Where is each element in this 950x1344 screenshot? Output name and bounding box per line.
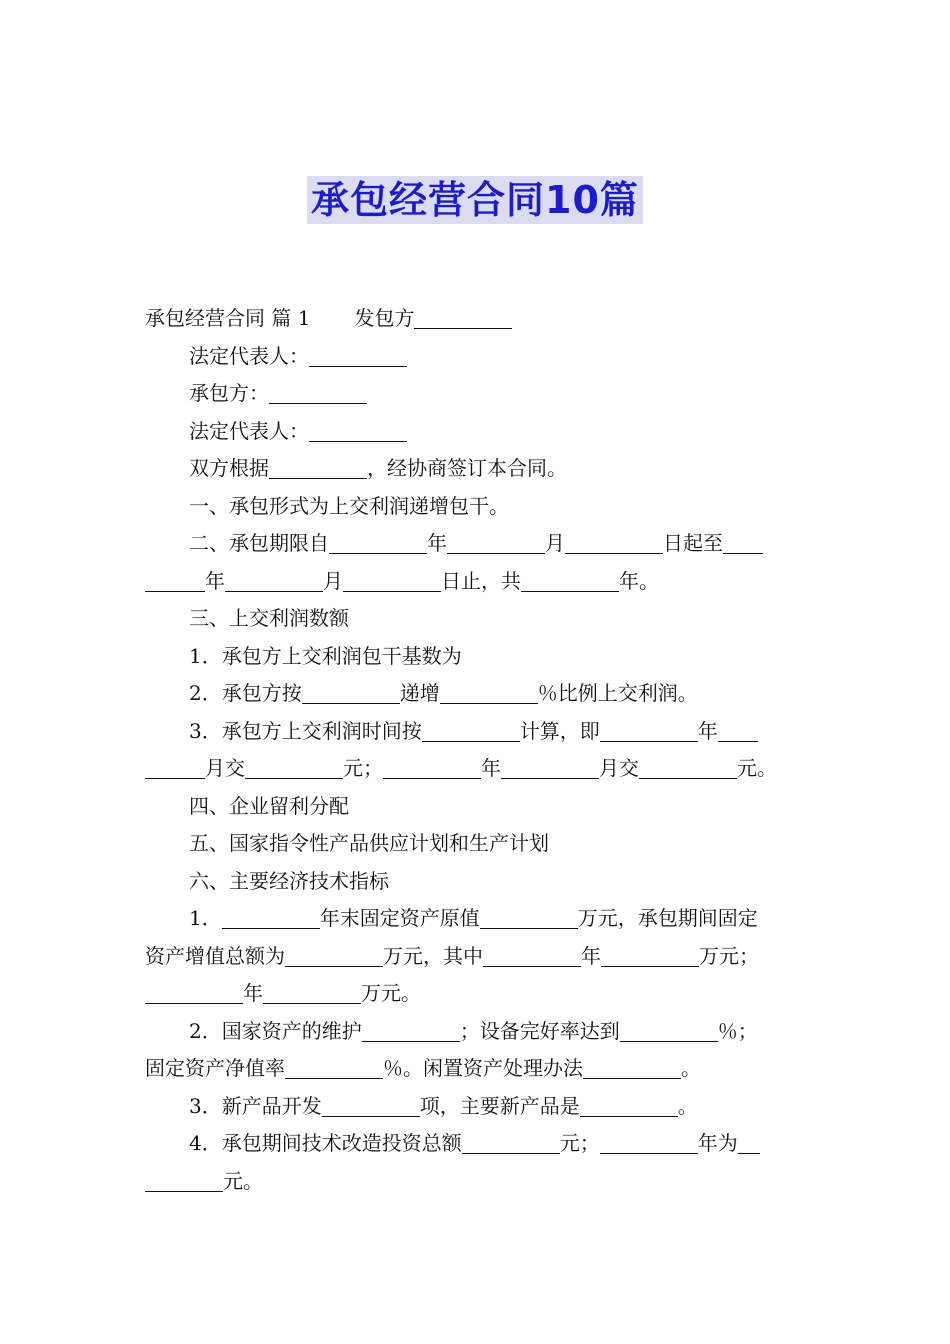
text: 一、承包形式为上交利润递增包干。 [189,493,509,518]
text: 元； [559,1131,600,1155]
blank-line [322,1092,420,1117]
text: ；设备完好率达到 [459,1018,620,1043]
paragraph [145,413,810,451]
blank-line [222,904,320,929]
blank-line [600,1129,698,1154]
text: 三、上交利润数额 [189,606,349,630]
document-title: 承包经营合同10篇 [307,176,643,224]
blank-line [718,717,758,742]
blank-line [269,379,367,404]
paragraph [145,975,810,1013]
text: 年。 [619,568,659,593]
blank-line [225,567,323,592]
blank-line [309,417,407,442]
text: 年 [581,943,601,968]
text: 。 [681,1056,701,1080]
blank-line [145,754,205,779]
paragraph [145,750,810,788]
paragraph [145,450,810,488]
text: 年 [481,756,501,780]
blank-line [145,567,205,592]
paragraph [145,938,810,976]
blank-line [309,342,407,367]
text: 2．国家资产的维护 [189,1018,362,1043]
blank-line [145,1167,223,1192]
blank-line [483,942,581,967]
blank-line [583,1054,681,1079]
blank-line [447,529,545,554]
text: 1． [189,906,222,930]
text: 1．承包方上交利润包干基数为 [189,643,462,668]
paragraph [145,525,810,563]
blank-line [285,942,383,967]
paragraph [145,563,810,601]
text: 日起至 [663,531,723,555]
text: 元； [343,756,383,780]
text: 六、主要经济技术指标 [189,868,389,893]
paragraph [145,638,810,676]
text: 项，主要新产品是 [419,1093,580,1118]
text: 月 [545,531,565,555]
text: 双方根据 [189,456,269,480]
paragraph [145,900,810,938]
blank-line [269,454,367,479]
text: 计算，即 [519,718,600,743]
text: 二、承包期限自 [189,531,329,555]
blank-line [383,754,481,779]
blank-line [580,1092,678,1117]
text: ％比例上交利润。 [537,681,698,705]
document-body [145,300,810,1200]
paragraph [145,713,810,751]
text: 万元，承包期间固定 [577,906,758,930]
text: 资产增值总额为 [145,943,285,968]
paragraph [145,600,810,638]
paragraph [145,675,810,713]
text: 五、国家指令性产品供应计划和生产计划 [189,831,549,855]
text: 4．承包期间技术改造投资总额 [189,1131,462,1155]
text: 年末固定资产原值 [319,906,480,930]
blank-line [738,1129,760,1154]
paragraph [145,1013,810,1051]
paragraph-heading [145,300,810,338]
paragraph [145,1163,810,1201]
text: 年 [243,981,263,1005]
text: 日止，共 [441,568,521,593]
blank-line [501,754,599,779]
text: 月交 [599,756,639,780]
paragraph [145,375,810,413]
paragraph [145,338,810,376]
blank-line [422,717,520,742]
section-heading: 承包经营合同 篇 1 [145,306,311,330]
text: 万元，其中 [383,943,483,968]
blank-line [285,1054,383,1079]
blank-line [302,679,400,704]
paragraph [145,1050,810,1088]
text: 万元。 [361,981,421,1005]
blank-line [565,529,663,554]
blank-line [245,754,343,779]
paragraph [145,788,810,826]
text: 法定代表人： [189,343,309,368]
blank-line [362,1017,460,1042]
text: 递增 [399,681,440,705]
text: 3．承包方上交利润时间按 [189,718,422,743]
text: 万元； [699,943,759,968]
text: 承包方： [189,381,269,405]
text: 法定代表人： [189,418,309,443]
blank-line [601,942,699,967]
text: 年 [427,531,447,555]
text: 元。 [223,1168,263,1193]
blank-line [145,979,243,1004]
blank-line [600,717,698,742]
blank-line [723,529,763,554]
title-area [0,176,950,224]
blank-line [343,567,441,592]
blank-line [639,754,737,779]
blank-line [329,529,427,554]
blank-line [620,1017,718,1042]
text: 2．承包方按 [189,681,302,705]
paragraph [145,488,810,526]
blank-line [462,1129,560,1154]
paragraph [145,863,810,901]
text: 月 [323,568,343,593]
paragraph [145,1088,810,1126]
text: 元。 [737,756,777,780]
blank-line [263,979,361,1004]
text: ％。闲置资产处理办法 [383,1056,583,1080]
text: 年为 [697,1131,738,1155]
text: 月交 [205,756,245,780]
text: ，经协商签订本合同。 [367,456,567,480]
blank-line [414,304,512,329]
text: 固定资产净值率 [145,1056,285,1080]
text: 年 [697,718,718,743]
text: 3．新产品开发 [189,1093,322,1118]
text: ％； [717,1018,758,1043]
paragraph [145,1125,810,1163]
blank-line [480,904,578,929]
blank-line [521,567,619,592]
paragraph [145,825,810,863]
text: 发包方 [354,306,415,330]
text: 四、企业留利分配 [189,793,349,818]
text: 年 [205,568,225,593]
blank-line [440,679,538,704]
text: 。 [677,1093,698,1118]
